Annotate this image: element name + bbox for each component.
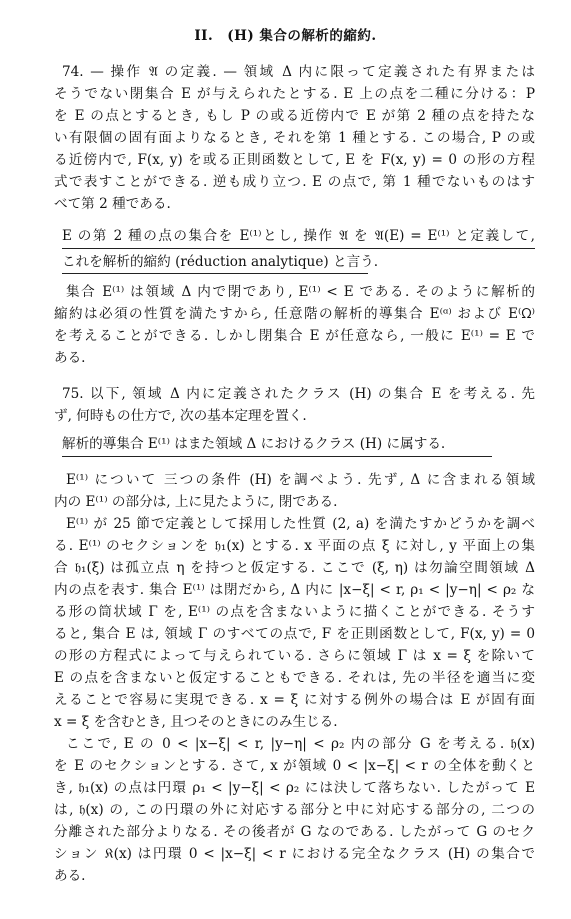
theorem-line: 解析的導集合 E⁽¹⁾ はまた領域 Δ におけるクラス (H) に属する. <box>62 436 446 452</box>
text-line: は, 𝔥(x) の, この円環の外に対応する部分と中に対応する部分の, 二つの <box>54 802 535 818</box>
text-line: べて第 2 種である. <box>54 196 171 212</box>
text-line: 74. — 操作 𝔄 の定義. — 領域 Δ 内に限って定義された有界または <box>62 64 535 80</box>
text-line: E の点を含まないと仮定することもできる. それは, 先の半径を適当に変 <box>54 670 535 686</box>
text-line: x = ξ を含むとき, 且つそのときにのみ生じる. <box>54 714 338 730</box>
text-line: 75. 以下, 領域 Δ 内に定義されたクラス (H) の集合 E を考える. 先 <box>62 386 535 402</box>
text-line: ず, 何時もの仕方で, 次の基本定理を置く. <box>54 408 307 424</box>
text-line: ここで, E の 0 < |x−ξ| < r, |y−η| < ρ₂ 内の部分 G を考える. 𝔥(x) <box>66 736 535 752</box>
theorem-underline <box>62 456 492 457</box>
text-line: 式で表すことができる. 逆も成り立つ. E の点で, 第 1 種でないものはす <box>54 174 535 190</box>
text-line: ある. <box>54 868 86 884</box>
definition-line: これを解析的縮約 (réduction analytique) と言う. <box>62 254 379 270</box>
text-line: を考えることができる. しかし閉集合 E が任意なら, 一般に E⁽¹⁾ = E で <box>54 328 535 344</box>
text-line: そうでない閉集合 E が与えられたとする. E 上の点を二種に分ける：P <box>54 86 535 102</box>
text-line: を E のセクションとする. さて, x が領域 0 < |x−ξ| < r の全体を動くと <box>54 758 535 774</box>
text-line: ると, 集合 E は, 領域 Γ のすべての点で, F を正則函数として, F(x, y) = 0 <box>54 626 535 642</box>
text-line: る. E⁽¹⁾ のセクションを 𝔥₁(x) とする. x 平面の点 ξ に対し, y 平面上の集 <box>54 538 535 554</box>
text-line: ション 𝔎(x) は円環 0 < |x−ξ| < r における完全なクラス (H) の集合で <box>54 846 535 862</box>
definition-line: E の第 2 種の点の集合を E⁽¹⁾とし, 操作 𝔄 を 𝔄(E) = E⁽¹⁾ と定義して, <box>62 228 535 244</box>
text-line: 縮約は必須の性質を満たすから, 任意階の解析的導集合 E⁽ᵅ⁾ および E⁽ᘯ⁾ <box>54 306 535 322</box>
text-line: 内の点を表す. 集合 E⁽¹⁾ は閉だから, Δ 内に |x−ξ| < r, ρ₁ < |y−η| < ρ₂ な <box>54 582 535 598</box>
text-line: を E の点とするとき, もし P の或る近傍内で E が第 2 種の点を持たな <box>54 108 535 124</box>
text-line: の形の方程式によって与えられている. さらに領域 Γ は x = ξ を除いて <box>54 648 535 664</box>
text-line: えることで容易に実現できる. x = ξ に対する例外の場合は E が固有面 <box>54 692 535 708</box>
text-line: き, 𝔥₁(x) の点は円環 ρ₁ < |y−ξ| < ρ₂ には決して落ちない. したがって E <box>54 780 535 796</box>
definition-underline <box>62 248 535 249</box>
chapter-heading: II. (H) 集合の解析的縮約. <box>194 28 377 44</box>
text-line: 分離された部分よりなる. その後者が G なのである. したがって G のセク <box>54 824 535 840</box>
text-line: る近傍内で, F(x, y) を或る正則函数として, E を F(x, y) = 0 の形の方程 <box>54 152 535 168</box>
text-line: 集合 E⁽¹⁾ は領域 Δ 内で閉であり, E⁽¹⁾ < E である. そのように解析的 <box>66 284 535 300</box>
text-line: 合 𝔥₁(ξ) は孤立点 η を持つと仮定する. ここで (ξ, η) は勿論空間領域 Δ <box>54 560 535 576</box>
text-line: ある. <box>54 350 86 366</box>
text-line: い有限個の固有面よりなるとき, それを第 1 種とする. この場合, P の或 <box>54 130 535 146</box>
text-line: 内の E⁽¹⁾ の部分は, 上に見たように, 閉である. <box>54 494 338 510</box>
definition-underline <box>62 273 368 274</box>
text-line: る形の筒状域 Γ を, E⁽¹⁾ の点を含まないように描くことができる. そうす <box>54 604 535 620</box>
text-line: E⁽¹⁾ について 三つの条件 (H) を調べよう. 先ず, Δ に含まれる領域 <box>66 472 535 488</box>
text-line: E⁽¹⁾ が 25 節で定義として採用した性質 (2, a) を満たすかどうかを調べ <box>66 516 535 532</box>
